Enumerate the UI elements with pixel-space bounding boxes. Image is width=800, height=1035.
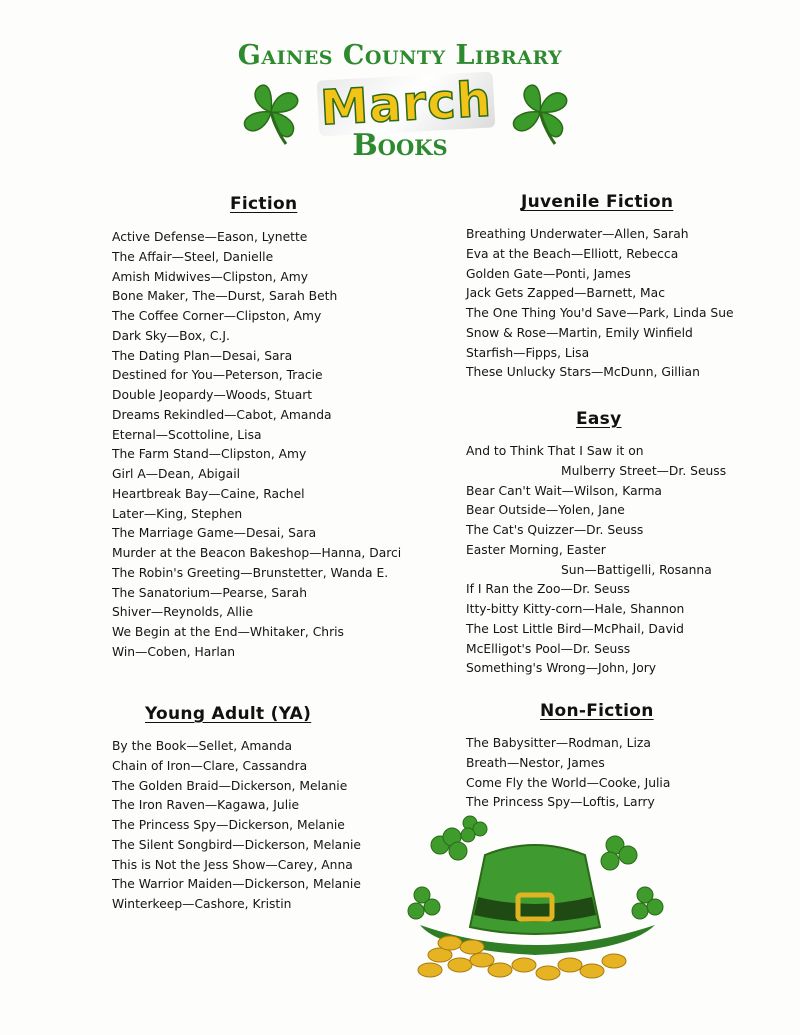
book-list-item: The Warrior Maiden—Dickerson, Melanie: [112, 877, 361, 892]
book-list-item: The Silent Songbird—Dickerson, Melanie: [112, 837, 361, 852]
book-list-item: We Begin at the End—Whitaker, Chris: [112, 625, 344, 639]
book-list-item: Snow & Rose—Martin, Emily Winfield: [466, 325, 693, 340]
non-fiction-heading: Non-Fiction: [540, 701, 654, 721]
book-list-item: Heartbreak Bay—Caine, Rachel: [112, 486, 305, 501]
leprechaun-hat-gold-illustration: [400, 815, 670, 985]
book-list-item: The Lost Little Bird—McPhail, David: [466, 621, 684, 636]
book-list-item: The Babysitter—Rodman, Liza: [466, 736, 651, 750]
non-fiction-list: [466, 734, 670, 813]
book-list-item: Double Jeopardy—Woods, Stuart: [112, 388, 313, 402]
juvenile-fiction-list: [466, 225, 734, 383]
flyer-header: [0, 0, 800, 170]
book-list-item: If I Ran the Zoo—Dr. Seuss: [466, 582, 630, 597]
book-list-item: These Unlucky Stars—McDunn, Gillian: [466, 365, 700, 380]
book-list-item: The Robin's Greeting—Brunstetter, Wanda E.: [112, 565, 389, 580]
book-list-item: Amish Midwives—Clipston, Amy: [112, 269, 309, 284]
book-list-item: Mulberry Street—Dr. Seuss: [561, 463, 727, 478]
library-name: Gaines County Library: [237, 40, 563, 71]
young-adult-heading: Young Adult (YA): [145, 704, 312, 724]
book-list-item: The Dating Plan—Desai, Sara: [112, 348, 293, 363]
book-list-item: The Affair—Steel, Danielle: [112, 249, 274, 264]
book-list-item: The Sanatorium—Pearse, Sarah: [112, 585, 307, 600]
fiction-list: [112, 228, 401, 663]
shamrock-left-icon: [236, 78, 306, 146]
book-list-item: Girl A—Dean, Abigail: [112, 467, 241, 481]
book-list-item: The Princess Spy—Loftis, Larry: [466, 795, 655, 810]
book-list-item: Later—King, Stephen: [112, 506, 243, 521]
book-list-item: The Cat's Quizzer—Dr. Seuss: [466, 523, 644, 537]
book-list-item: The Golden Braid—Dickerson, Melanie: [112, 778, 348, 793]
fiction-heading: Fiction: [230, 194, 298, 214]
book-list-item: Murder at the Beacon Bakeshop—Hanna, Darci: [112, 546, 402, 560]
easy-list: [466, 442, 726, 679]
book-list-item: The One Thing You'd Save—Park, Linda Sue: [466, 306, 734, 320]
book-list-item: The Iron Raven—Kagawa, Julie: [112, 798, 300, 813]
book-list-item: Dreams Rekindled—Cabot, Amanda: [112, 407, 332, 422]
book-list-item: By the Book—Sellet, Amanda: [112, 739, 293, 753]
book-list-item: The Farm Stand—Clipston, Amy: [112, 447, 307, 462]
book-list-item: Sun—Battigelli, Rosanna: [561, 562, 712, 577]
book-list-item: Chain of Iron—Clare, Cassandra: [112, 758, 308, 773]
book-list-item: Win—Coben, Harlan: [112, 644, 236, 659]
book-list-item: Destined for You—Peterson, Tracie: [112, 368, 323, 383]
book-list-item: Breathing Underwater—Allen, Sarah: [466, 227, 689, 241]
book-list-item: Bear Outside—Yolen, Jane: [466, 503, 625, 518]
juvenile-fiction-heading: Juvenile Fiction: [521, 192, 674, 212]
book-list-item: Active Defense—Eason, Lynette: [112, 230, 308, 244]
book-list-item: And to Think That I Saw it on: [466, 444, 644, 458]
book-list-item: Eternal—Scottoline, Lisa: [112, 427, 262, 442]
book-list-item: Something's Wrong—John, Jory: [466, 661, 657, 676]
book-list-item: Bear Can't Wait—Wilson, Karma: [466, 483, 662, 498]
book-list-item: Jack Gets Zapped—Barnett, Mac: [466, 286, 665, 301]
book-list-item: The Coffee Corner—Clipston, Amy: [112, 309, 322, 323]
book-list-item: Golden Gate—Ponti, James: [466, 266, 631, 281]
young-adult-list: [112, 737, 361, 915]
book-list-item: Breath—Nestor, James: [466, 755, 605, 770]
book-list-item: Bone Maker, The—Durst, Sarah Beth: [112, 289, 338, 304]
book-list-item: The Marriage Game—Desai, Sara: [112, 526, 317, 541]
easy-heading: Easy: [576, 409, 622, 429]
books-title: Books: [352, 128, 448, 163]
book-list-item: This is Not the Jess Show—Carey, Anna: [112, 857, 353, 872]
book-list-item: Winterkeep—Cashore, Kristin: [112, 897, 292, 911]
book-list-item: Easter Morning, Easter: [466, 542, 606, 557]
book-list-item: The Princess Spy—Dickerson, Melanie: [112, 818, 345, 832]
shamrock-right-icon: [505, 78, 575, 146]
book-list-item: Starfish—Fipps, Lisa: [466, 345, 590, 360]
book-list-item: Come Fly the World—Cooke, Julia: [466, 775, 671, 790]
month-title: March: [317, 71, 496, 136]
book-list-item: McElligot's Pool—Dr. Seuss: [466, 641, 631, 656]
book-list-item: Shiver—Reynolds, Allie: [112, 605, 254, 620]
book-list-item: Dark Sky—Box, C.J.: [112, 328, 230, 343]
book-list-item: Itty-bitty Kitty-corn—Hale, Shannon: [466, 602, 685, 616]
book-list-item: Eva at the Beach—Elliott, Rebecca: [466, 246, 679, 261]
